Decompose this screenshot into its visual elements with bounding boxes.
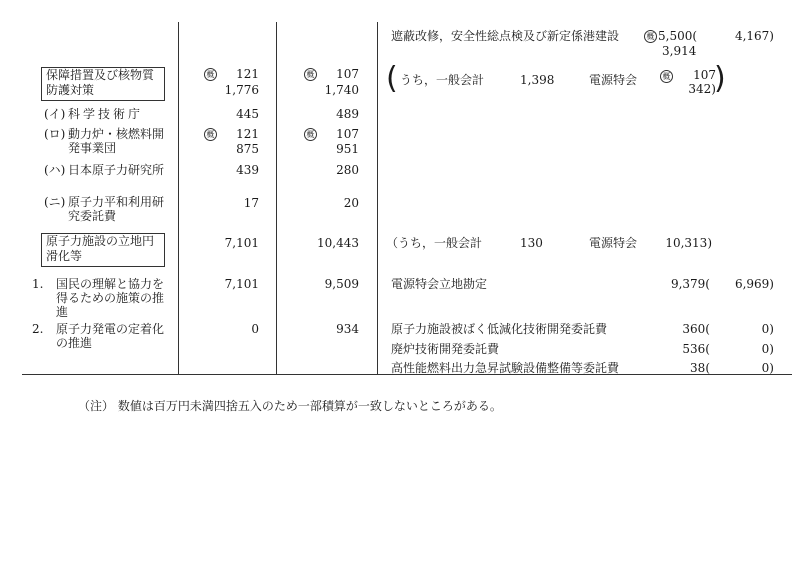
- right-row1-value: 5,500(: [658, 29, 698, 43]
- right-row4-label: 電源特会立地勘定: [391, 277, 488, 291]
- section2-title: 原子力施設の立地円滑化等: [46, 234, 155, 263]
- right-row2-v2: 342): [688, 82, 716, 96]
- column-rule-2: [276, 22, 277, 374]
- item-v2: 951: [336, 142, 359, 156]
- item-v1: 875: [236, 142, 259, 156]
- right-row1-label: 遮蔽改修，安全性総点検及び新定係港建設: [391, 29, 620, 43]
- s1-v2: 1,740: [324, 83, 359, 97]
- footnote: （注） 数値は百万円未満四捨五入のため一部積算が一致しないところがある。: [78, 399, 502, 413]
- right-row3-v1: 130: [520, 236, 543, 250]
- right-row2-open-paren: (: [386, 61, 398, 96]
- item-mark: (ハ): [44, 163, 66, 177]
- right-row2-close-paren: ): [714, 61, 726, 96]
- item-v1-seal: 121: [236, 127, 259, 141]
- item-v2: 9,509: [324, 277, 359, 291]
- item-v2: 489: [336, 107, 359, 121]
- item-label: 科学技術庁: [68, 107, 144, 121]
- right-row3-v2: 10,313): [665, 236, 712, 250]
- right-item-value: 38(: [690, 361, 710, 375]
- item-v2: 20: [343, 196, 359, 210]
- item-label: 国民の理解と協力を得るための施策の推進: [56, 277, 165, 319]
- s2-v1: 7,101: [224, 236, 259, 250]
- item-mark: (ニ): [44, 195, 66, 209]
- item-mark: (ロ): [44, 127, 66, 141]
- right-item-prev: 0): [761, 322, 774, 336]
- item-v1: 17: [243, 196, 259, 210]
- item-v1: 439: [236, 163, 259, 177]
- seal-mark: 概: [304, 128, 317, 141]
- item-label: 日本原子力研究所: [68, 163, 165, 177]
- item-v2: 280: [336, 163, 359, 177]
- right-row4-value: 9,379(: [670, 277, 710, 291]
- right-item-prev: 0): [761, 342, 774, 356]
- item-v2: 934: [336, 322, 359, 336]
- item-mark: (イ): [44, 107, 66, 121]
- right-item-value: 536(: [682, 342, 710, 356]
- right-row1-prev: 4,167): [734, 29, 774, 43]
- column-rule-1: [178, 22, 179, 374]
- right-item-label: 廃炉技術開発委託費: [391, 342, 500, 356]
- column-rule-3: [377, 22, 378, 374]
- item-v1: 0: [251, 322, 259, 336]
- right-item-label: 高性能燃料出力急昇試験設備整備等委託費: [391, 361, 620, 375]
- right-row4-prev: 6,969): [734, 277, 774, 291]
- right-row1-sub: 3,914: [662, 44, 697, 58]
- right-item-value: 360(: [682, 322, 710, 336]
- right-item-label: 原子力施設被ばく低減化技術開発委託費: [391, 322, 608, 336]
- seal-mark: 概: [644, 30, 657, 43]
- item-label: 動力炉・核燃料開発事業団: [68, 127, 165, 155]
- right-row2-v2-seal: 107: [693, 68, 716, 82]
- item-mark: 2.: [32, 322, 44, 336]
- right-row2-label1: うち，一般会計: [400, 73, 485, 87]
- seal-mark: 概: [204, 128, 217, 141]
- seal-mark: 概: [304, 68, 317, 81]
- seal-mark: 概: [204, 68, 217, 81]
- right-row3-label2: 電源特会: [589, 236, 638, 250]
- item-label: 原子力平和利用研究委託費: [68, 195, 165, 223]
- section1-title: 保障措置及び核物質防護対策: [46, 68, 155, 97]
- right-item-prev: 0): [761, 361, 774, 375]
- s2-v2: 10,443: [317, 236, 359, 250]
- s1-v1-seal: 121: [236, 67, 259, 81]
- item-v1: 7,101: [224, 277, 259, 291]
- s1-v2-seal: 107: [336, 67, 359, 81]
- item-v1: 445: [236, 107, 259, 121]
- right-row3-label1: （うち，一般会計: [386, 236, 483, 250]
- seal-mark: 概: [660, 70, 673, 83]
- right-row2-v1: 1,398: [520, 73, 555, 87]
- item-label: 原子力発電の定着化の推進: [56, 322, 165, 350]
- item-mark: 1.: [32, 277, 44, 291]
- right-row2-label2: 電源特会: [589, 73, 638, 87]
- item-v2-seal: 107: [336, 127, 359, 141]
- s1-v1: 1,776: [224, 83, 259, 97]
